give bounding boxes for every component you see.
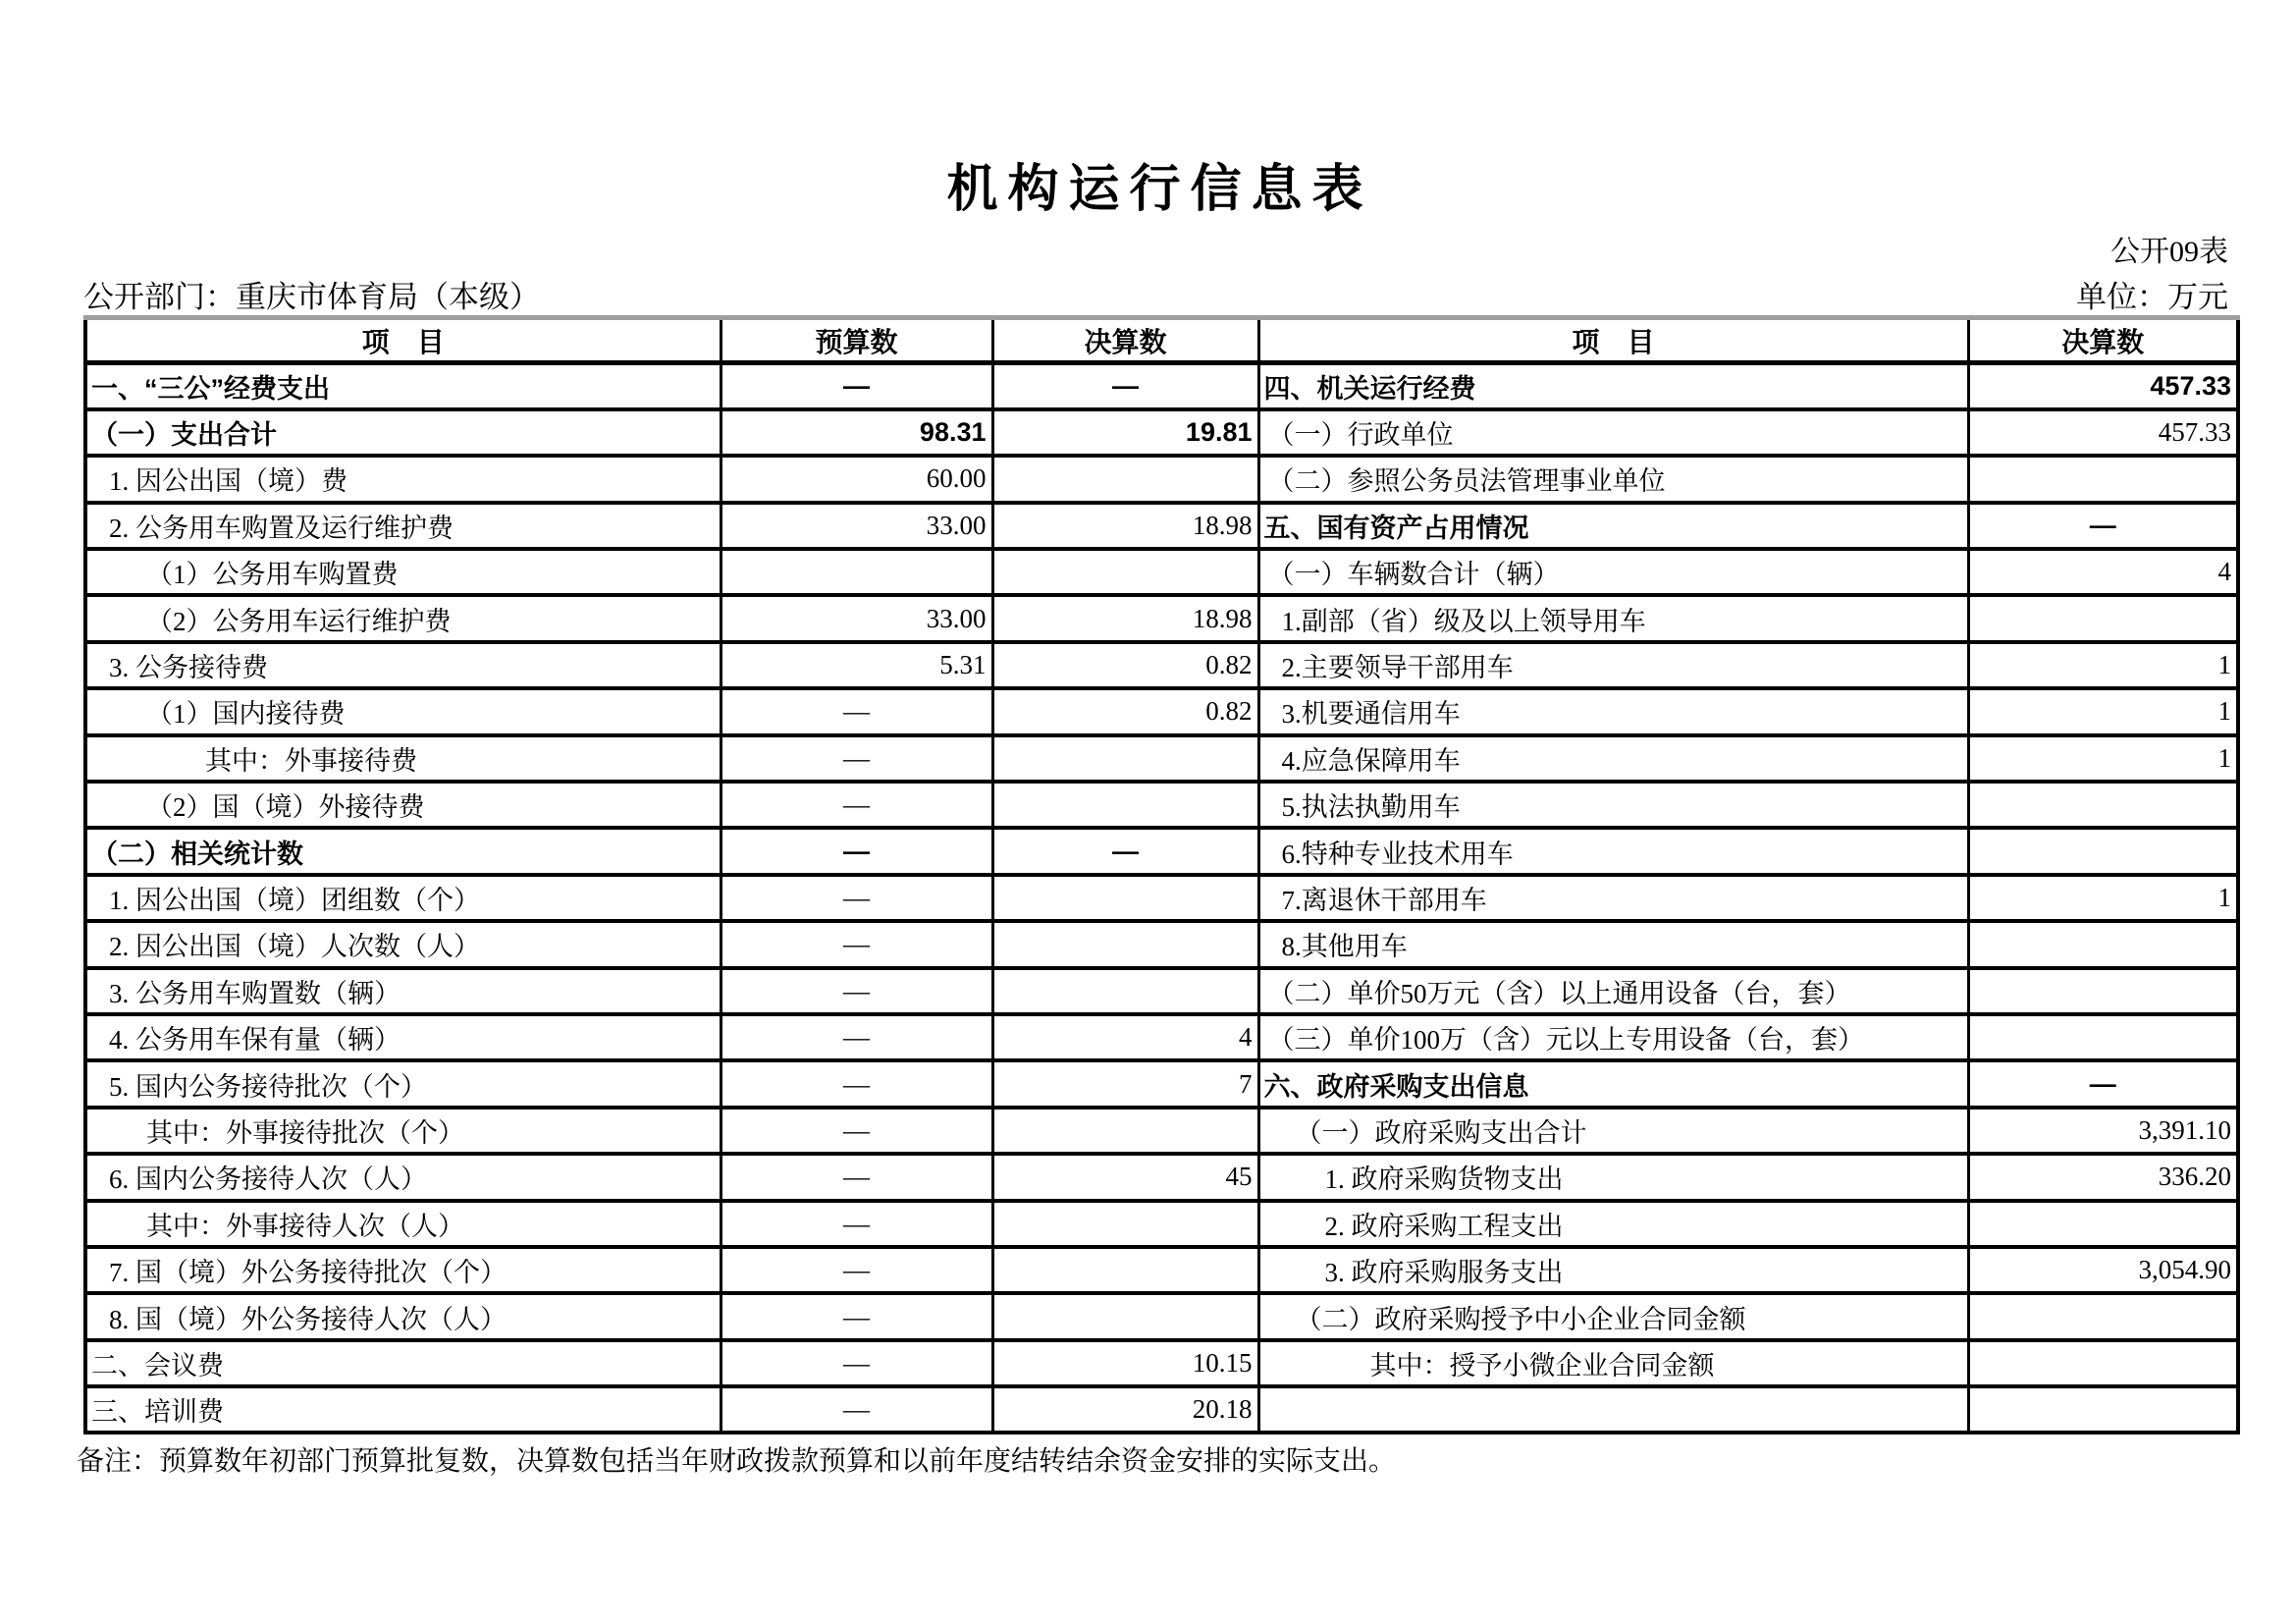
final-cell-left: 0.82 [992, 642, 1258, 688]
item-cell-left: 三、培训费 [85, 1386, 721, 1433]
item-cell-right: 5.执法执勤用车 [1258, 782, 1968, 828]
table-header [85, 318, 2238, 363]
item-cell-left: 2. 因公出国（境）人次数（人） [85, 921, 721, 967]
final-cell-right: — [1968, 503, 2238, 549]
final-cell-left: 10.15 [992, 1340, 1258, 1386]
table-row [85, 1293, 2238, 1339]
final-cell-left: 18.98 [992, 503, 1258, 549]
item-cell-left: （2）公务用车运行维护费 [85, 595, 721, 641]
final-cell-left: 19.81 [992, 409, 1258, 456]
final-cell-left [992, 1201, 1258, 1247]
table-row [85, 1340, 2238, 1386]
table-row [85, 642, 2238, 688]
budget-cell [721, 549, 992, 595]
item-cell-left: 7. 国（境）外公务接待批次（个） [85, 1247, 721, 1293]
item-cell-left: （一）支出合计 [85, 409, 721, 456]
header-budget: 预算数 [721, 318, 992, 363]
item-cell-left: 1. 因公出国（境）费 [85, 456, 721, 502]
budget-cell: 33.00 [721, 595, 992, 641]
department-label: 公开部门：重庆市体育局（本级） [83, 280, 540, 314]
final-cell-left [992, 968, 1258, 1014]
unit-label: 单位：万元 [2076, 280, 2228, 314]
header-item-left: 项 目 [85, 318, 721, 363]
item-cell-right: 其中：授予小微企业合同金额 [1258, 1340, 1968, 1386]
budget-cell: — [721, 968, 992, 1014]
item-cell-right: 六、政府采购支出信息 [1258, 1060, 1968, 1107]
budget-cell: — [721, 782, 992, 828]
final-cell-right [1968, 1201, 2238, 1247]
table-row [85, 1154, 2238, 1200]
table-body [85, 363, 2238, 1434]
budget-cell: 33.00 [721, 503, 992, 549]
table-row [85, 1014, 2238, 1060]
budget-cell: — [721, 735, 992, 782]
final-cell-right [1968, 782, 2238, 828]
item-cell-left: 1. 因公出国（境）团组数（个） [85, 875, 721, 921]
table-row [85, 688, 2238, 734]
final-cell-left [992, 782, 1258, 828]
final-cell-left: 4 [992, 1014, 1258, 1060]
header-final-left: 决算数 [992, 318, 1258, 363]
final-cell-right [1968, 828, 2238, 874]
final-cell-right [1968, 1293, 2238, 1339]
item-cell-right: （二）参照公务员法管理事业单位 [1258, 456, 1968, 502]
final-cell-right: 457.33 [1968, 409, 2238, 456]
budget-cell: — [721, 1108, 992, 1154]
table-row [85, 1108, 2238, 1154]
item-cell-left: 5. 国内公务接待批次（个） [85, 1060, 721, 1107]
item-cell-right: （三）单价100万（含）元以上专用设备（台，套） [1258, 1014, 1968, 1060]
item-cell-right: 2.主要领导干部用车 [1258, 642, 1968, 688]
table-row [85, 503, 2238, 549]
final-cell-left: 7 [992, 1060, 1258, 1107]
final-cell-left [992, 735, 1258, 782]
budget-cell: — [721, 363, 992, 409]
final-cell-right [1968, 921, 2238, 967]
item-cell-right: 2. 政府采购工程支出 [1258, 1201, 1968, 1247]
budget-cell: — [721, 828, 992, 874]
final-cell-right: 1 [1968, 688, 2238, 734]
item-cell-left: 6. 国内公务接待人次（人） [85, 1154, 721, 1200]
item-cell-left: 4. 公务用车保有量（辆） [85, 1014, 721, 1060]
budget-cell: — [721, 1154, 992, 1200]
item-cell-left: 二、会议费 [85, 1340, 721, 1386]
meta-line [83, 272, 2228, 316]
item-cell-left: 8. 国（境）外公务接待人次（人） [85, 1293, 721, 1339]
budget-cell: 5.31 [721, 642, 992, 688]
final-cell-right [1968, 1340, 2238, 1386]
final-cell-left [992, 1108, 1258, 1154]
table-header-row [85, 318, 2238, 363]
item-cell-left: 3. 公务接待费 [85, 642, 721, 688]
budget-cell: 60.00 [721, 456, 992, 502]
final-cell-right [1968, 1386, 2238, 1433]
item-cell-right: 8.其他用车 [1258, 921, 1968, 967]
item-cell-left: 3. 公务用车购置数（辆） [85, 968, 721, 1014]
item-cell-right: （一）政府采购支出合计 [1258, 1108, 1968, 1154]
item-cell-right: 1.副部（省）级及以上领导用车 [1258, 595, 1968, 641]
operation-info-table [83, 315, 2240, 1435]
budget-cell: 98.31 [721, 409, 992, 456]
item-cell-right: 3.机要通信用车 [1258, 688, 1968, 734]
final-cell-right: 3,054.90 [1968, 1247, 2238, 1293]
final-cell-right [1968, 456, 2238, 502]
table-row [85, 828, 2238, 874]
header-final-right: 决算数 [1968, 318, 2238, 363]
table-row [85, 1201, 2238, 1247]
item-cell-right: （一）车辆数合计（辆） [1258, 549, 1968, 595]
header-item-right: 项 目 [1258, 318, 1968, 363]
table-row [85, 1386, 2238, 1433]
budget-cell: — [721, 1014, 992, 1060]
final-cell-right [1968, 1014, 2238, 1060]
budget-cell: — [721, 1201, 992, 1247]
item-cell-right: （二）政府采购授予中小企业合同金额 [1258, 1293, 1968, 1339]
final-cell-left: 0.82 [992, 688, 1258, 734]
final-cell-right: 3,391.10 [1968, 1108, 2238, 1154]
item-cell-left: （2）国（境）外接待费 [85, 782, 721, 828]
budget-cell: — [721, 875, 992, 921]
item-cell-left: （1）国内接待费 [85, 688, 721, 734]
final-cell-right: 1 [1968, 875, 2238, 921]
final-cell-left: — [992, 828, 1258, 874]
table-row [85, 735, 2238, 782]
final-cell-left [992, 875, 1258, 921]
budget-cell: — [721, 921, 992, 967]
table-row [85, 456, 2238, 502]
page-title: 机构运行信息表 [946, 161, 1373, 218]
table-row [85, 782, 2238, 828]
table-row [85, 595, 2238, 641]
item-cell-right [1258, 1386, 1968, 1433]
final-cell-left: — [992, 363, 1258, 409]
table-row [85, 409, 2238, 456]
item-cell-right: （二）单价50万元（含）以上通用设备（台，套） [1258, 968, 1968, 1014]
final-cell-right: 336.20 [1968, 1154, 2238, 1200]
budget-cell: — [721, 1386, 992, 1433]
item-cell-left: 其中：外事接待费 [85, 735, 721, 782]
budget-cell: — [721, 1060, 992, 1107]
final-cell-left [992, 1293, 1258, 1339]
item-cell-right: 1. 政府采购货物支出 [1258, 1154, 1968, 1200]
item-cell-left: （二）相关统计数 [85, 828, 721, 874]
final-cell-left [992, 1247, 1258, 1293]
table-row [85, 363, 2238, 409]
item-cell-right: 3. 政府采购服务支出 [1258, 1247, 1968, 1293]
table-row [85, 1060, 2238, 1107]
final-cell-left: 20.18 [992, 1386, 1258, 1433]
final-cell-right: — [1968, 1060, 2238, 1107]
table-row [85, 549, 2238, 595]
final-cell-right: 457.33 [1968, 363, 2238, 409]
item-cell-left: 其中：外事接待人次（人） [85, 1201, 721, 1247]
final-cell-right [1968, 968, 2238, 1014]
item-cell-right: 五、国有资产占用情况 [1258, 503, 1968, 549]
budget-cell: — [721, 1340, 992, 1386]
budget-cell: — [721, 688, 992, 734]
table-code-label: 公开09表 [2110, 236, 2228, 268]
final-cell-left [992, 549, 1258, 595]
final-cell-left [992, 921, 1258, 967]
final-cell-right: 1 [1968, 735, 2238, 782]
final-cell-right: 4 [1968, 549, 2238, 595]
item-cell-left: 2. 公务用车购置及运行维护费 [85, 503, 721, 549]
budget-cell: — [721, 1247, 992, 1293]
item-cell-right: （一）行政单位 [1258, 409, 1968, 456]
item-cell-right: 四、机关运行经费 [1258, 363, 1968, 409]
item-cell-left: 一、“三公”经费支出 [85, 363, 721, 409]
table-row [85, 875, 2238, 921]
final-cell-left: 18.98 [992, 595, 1258, 641]
table-row [85, 921, 2238, 967]
item-cell-left: 其中：外事接待批次（个） [85, 1108, 721, 1154]
item-cell-right: 6.特种专业技术用车 [1258, 828, 1968, 874]
footnote: 备注：预算数年初部门预算批复数，决算数包括当年财政拨款预算和以前年度结转结余资金安排的实际支出。 [77, 1446, 1397, 1477]
item-cell-left: （1）公务用车购置费 [85, 549, 721, 595]
item-cell-right: 4.应急保障用车 [1258, 735, 1968, 782]
item-cell-right: 7.离退休干部用车 [1258, 875, 1968, 921]
final-cell-left: 45 [992, 1154, 1258, 1200]
final-cell-right [1968, 595, 2238, 641]
table-row [85, 1247, 2238, 1293]
final-cell-right: 1 [1968, 642, 2238, 688]
budget-cell: — [721, 1293, 992, 1339]
table-row [85, 968, 2238, 1014]
final-cell-left [992, 456, 1258, 502]
